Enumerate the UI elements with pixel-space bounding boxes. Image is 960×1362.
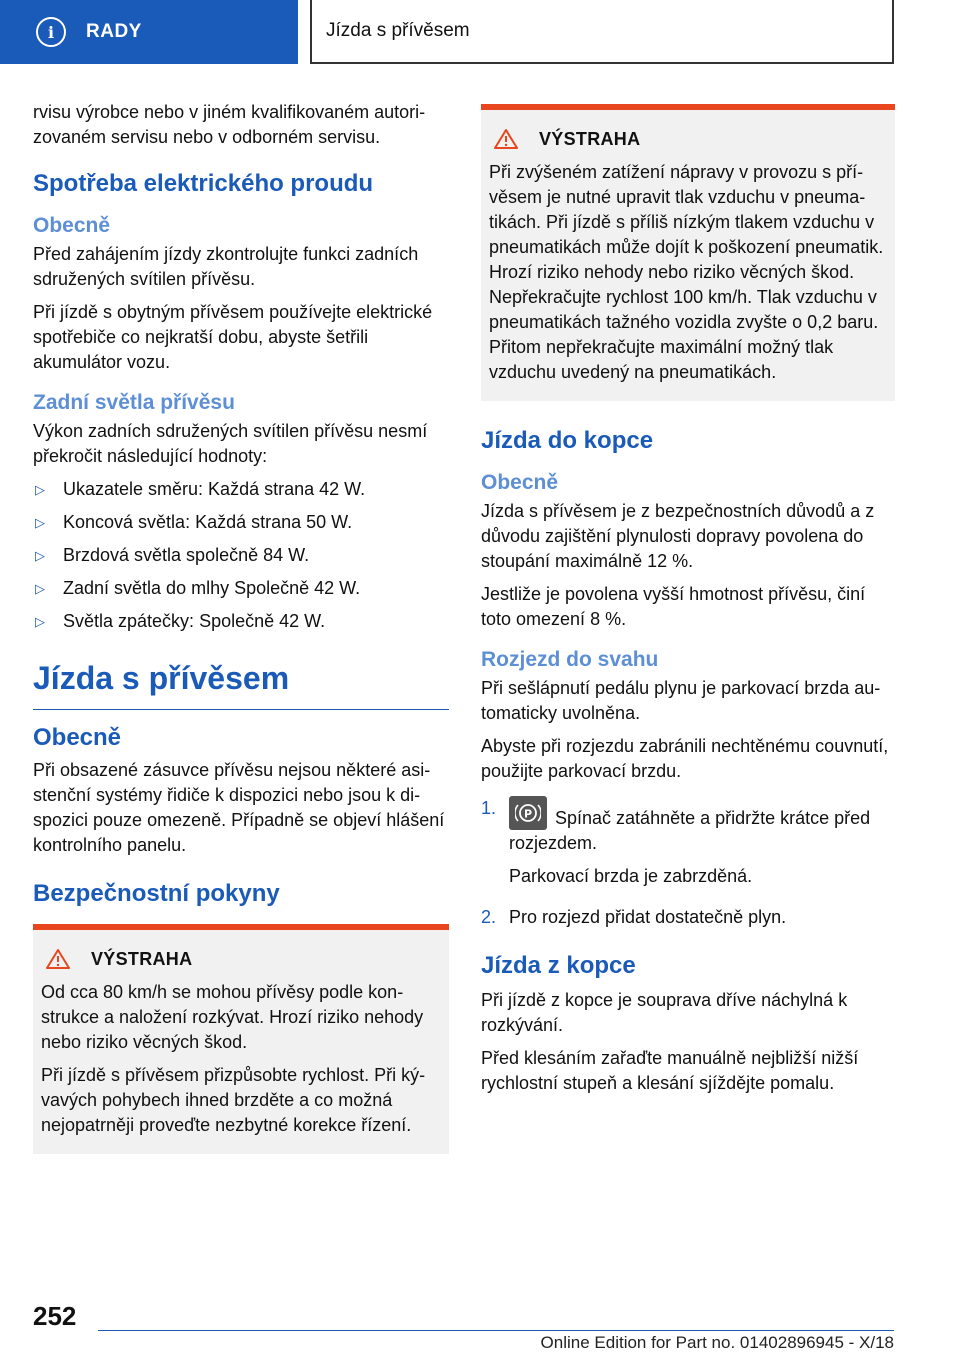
paragraph: Při sešlápnutí pedálu plynu je parkovací brzda automaticky uvolněna. (481, 678, 881, 723)
paragraph: Při jízdě s obytným přívěsem používejte elektrické spotřebiče co nejkratší dobu, abyste šetřili akumulátor vozu. (33, 302, 433, 372)
paragraph: Při obsazené zásuvce přívěsu nejsou některé asistenční systémy řidiče k dispozici nebo jsou k dispozici pouze omezeně. Případně se objeví hlášení kontrolního panelu. (33, 760, 445, 855)
warning-title (489, 128, 887, 150)
step-item (481, 905, 895, 930)
warning-box (33, 924, 449, 1154)
list-item (33, 609, 449, 634)
step-number: 2. (481, 907, 497, 927)
heading-uphill: Jízda do kopce (481, 427, 654, 454)
warning-triangle-icon (45, 948, 71, 970)
heading-trailer-lights: Zadní světla přívěsu (33, 391, 235, 414)
warning-paragraph: Od cca 80 km/h se mohou přívěsy podle konstrukce a naložení rozkývat. Hrozí riziko nehody nebo riziko věcných škod. (41, 982, 424, 1052)
warning-title-text: VÝSTRAHA (539, 128, 641, 149)
heading-downhill: Jízda z kopce (481, 952, 636, 979)
section-tab-label: RADY (86, 21, 142, 42)
paragraph: Před klesáním zařaďte manuálně nejbližší nižší rychlostní stupeň a klesání sjíždějte pomalu. (481, 1048, 859, 1093)
paragraph: Jízda s přívěsem je z bezpečnostních důvodů a z důvodu zajištění plynulosti dopravy povolena do stoupání maximálně 12 %. (481, 501, 875, 571)
steps-list (481, 796, 895, 930)
list-item-text: Brzdová světla společně 84 W. (63, 545, 310, 565)
footer-divider (98, 1330, 894, 1331)
list-item-text: Světla zpátečky: Společně 42 W. (63, 611, 326, 631)
heading-general-2: Obecně (33, 724, 122, 751)
list-item (33, 477, 449, 502)
warning-title-text: VÝSTRAHA (91, 948, 193, 969)
paragraph: Výkon zadních sdružených svítilen přívěsu nesmí překročit následující hodnoty: (33, 421, 428, 466)
list-item (33, 576, 449, 601)
chapter-title (310, 0, 894, 64)
chapter-title-text: Jízda s přívěsem (326, 20, 470, 41)
heading-power-consumption: Spotřeba elektrického proudu (33, 170, 374, 197)
section-tab[interactable] (0, 0, 298, 64)
parking-brake-icon (509, 796, 547, 830)
triangle-bullet-icon: ▷ (35, 614, 45, 629)
warning-paragraph: Při jízdě s přívěsem přizpůsobte rychlost. Při kývavých pohybech ihned brzděte a co možná nejopatrněji proveďte nezbytné korekce řízení. (41, 1065, 426, 1135)
continued-paragraph: rvisu výrobce nebo v jiném kvalifikovaném autorizovaném servisu nebo v odborném servisu. (33, 102, 426, 147)
step-text: Pro rozjezd přidat dostatečně plyn. (509, 907, 787, 927)
paragraph: Před zahájením jízdy zkontrolujte funkci zadních sdružených svítilen přívěsu. (33, 244, 419, 289)
list-item-text: Zadní světla do mlhy Společně 42 W. (63, 578, 361, 598)
edition-footer: Online Edition for Part no. 01402896945 - X/18 (540, 1333, 894, 1352)
paragraph: Při jízdě z kopce je souprava dříve náchylná k rozkývání. (481, 990, 848, 1035)
paragraph: Abyste při rozjezdu zabránili nechtěnému couvnutí, použijte parkovací brzdu. (481, 736, 889, 781)
warning-paragraph: Při zvýšeném zatížení nápravy v provozu s přívěsem je nutné upravit tlak vzduchu v pneumatikách. Při jízdě s příliš nízkým tlakem vzduchu v pneumatikách může dojít k poškození pneumatik. Hrozí riziko nehody nebo riziko věcných škod. Nepřekračujte rychlost 100 km/h. Tlak vzduchu v pneumatikách tažného vozidla zvyšte o 0,2 baru. Přitom nepřekračujte maximální možný tlak vzduchu uvedený na pneumatikách. (489, 162, 884, 382)
lights-list (33, 477, 449, 634)
triangle-bullet-icon: ▷ (35, 515, 45, 530)
heading-driving-with-trailer: Jízda s přívěsem (33, 660, 449, 710)
page-number: 252 (33, 1301, 77, 1331)
heading-general: Obecně (33, 214, 111, 237)
list-item-text: Ukazatele směru: Každá strana 42 W. (63, 479, 366, 499)
list-item (33, 510, 449, 535)
svg-text:P: P (523, 807, 533, 821)
list-item-text: Koncová světla: Každá strana 50 W. (63, 512, 353, 532)
right-column (481, 100, 895, 1104)
heading-safety: Bezpečnostní pokyny (33, 880, 280, 907)
left-column (33, 100, 449, 1154)
heading-general: Obecně (481, 471, 559, 494)
paragraph: Jestliže je povolena vyšší hmotnost přívěsu, činí toto omezení 8 %. (481, 584, 866, 629)
triangle-bullet-icon: ▷ (35, 581, 45, 596)
step-number: 1. (481, 798, 497, 818)
warning-title (41, 948, 441, 970)
step-text: Spínač zatáhněte a přidržte krátce před rozjezdem. (509, 808, 871, 853)
info-icon: i (36, 17, 66, 47)
triangle-bullet-icon: ▷ (35, 548, 45, 563)
step-item (481, 796, 895, 897)
triangle-bullet-icon: ▷ (35, 482, 45, 497)
heading-hill-start: Rozjezd do svahu (481, 648, 659, 671)
list-item (33, 543, 449, 568)
warning-triangle-icon (493, 128, 519, 150)
step-note: Parkovací brzda je zabrzděná. (509, 866, 753, 886)
warning-box (481, 104, 895, 401)
